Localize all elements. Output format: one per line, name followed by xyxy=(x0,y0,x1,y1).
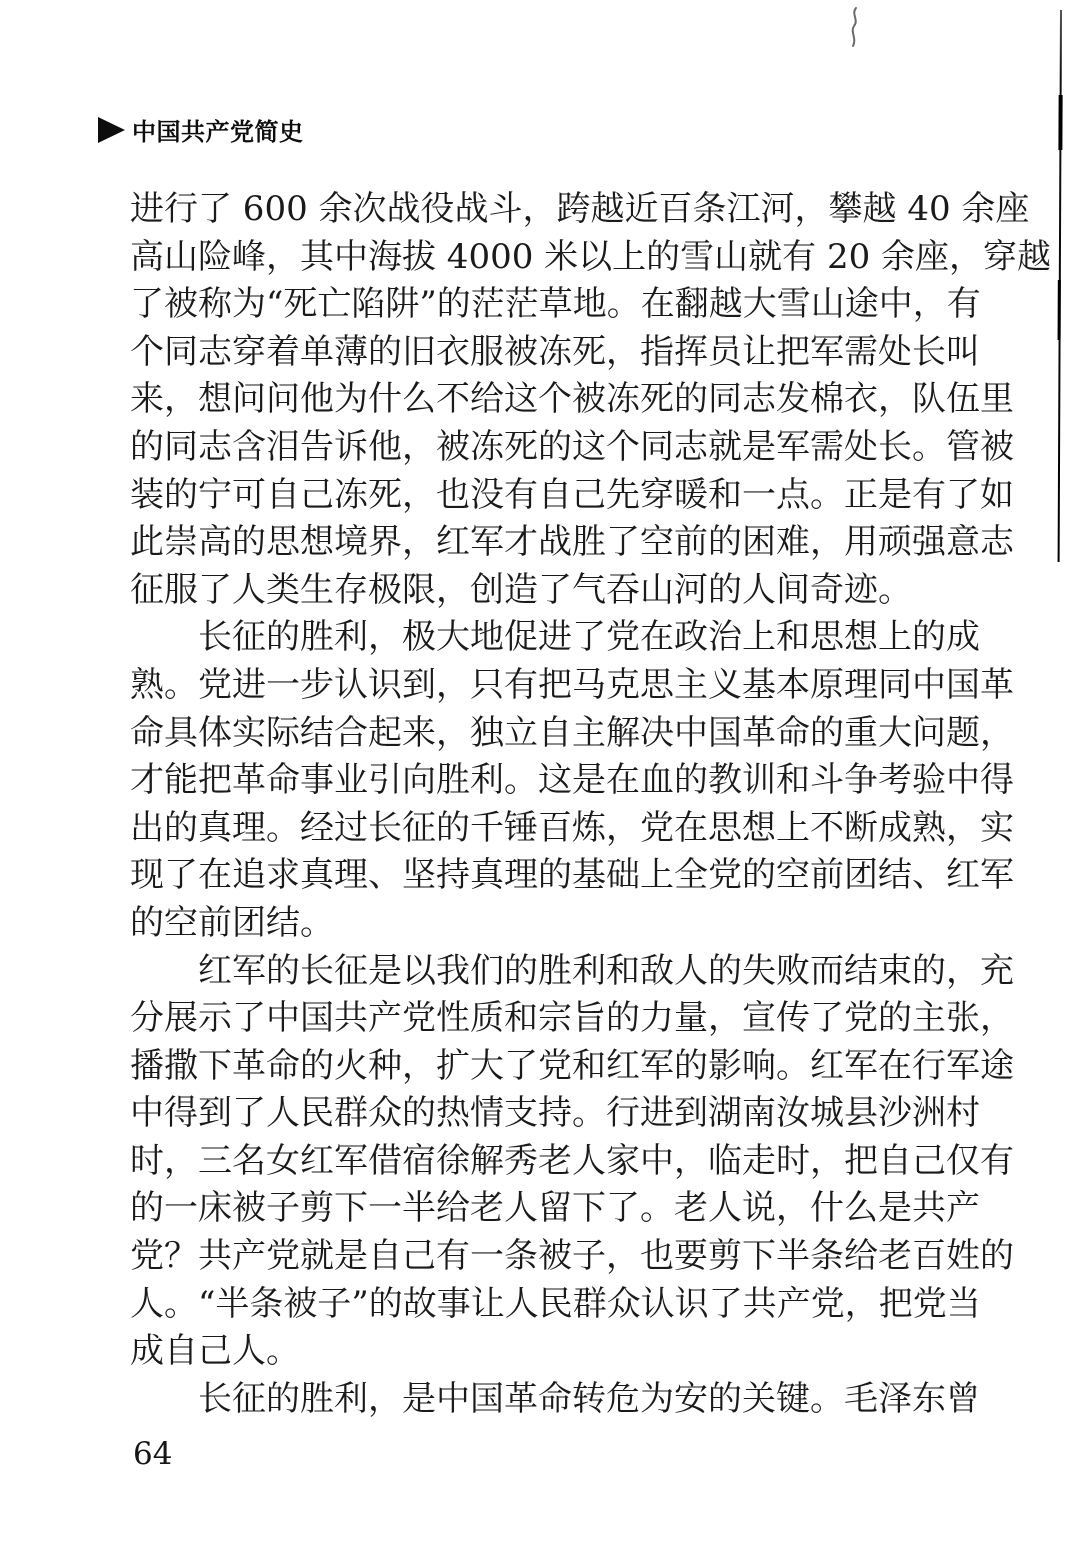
body-line: 出的真理。经过长征的千锤百炼，党在思想上不断成熟，实 xyxy=(130,807,1014,848)
body-line: 播撒下革命的火种，扩大了党和红军的影响。红军在行军途 xyxy=(130,1045,1014,1086)
book-title: 中国共产党简史 xyxy=(132,118,304,146)
body-line: 征服了人类生存极限，创造了气吞山河的人间奇迹。 xyxy=(130,569,912,610)
scan-squiggle-artifact xyxy=(846,6,862,50)
body-line: 熟。党进一步认识到，只有把马克思主义基本原理同中国革 xyxy=(130,664,1014,705)
body-line: 装的宁可自己冻死，也没有自己先穿暖和一点。正是有了如 xyxy=(130,474,1014,515)
body-line: 分展示了中国共产党性质和宗旨的力量，宣传了党的主张， xyxy=(130,998,1014,1039)
body-line: 中得到了人民群众的热情支持。行进到湖南汝城县沙洲村 xyxy=(130,1093,980,1134)
body-line: 长征的胜利，极大地促进了党在政治上和思想上的成 xyxy=(130,617,980,658)
body-line: 了被称为“死亡陷阱”的茫茫草地。在翻越大雪山途中，有 xyxy=(130,284,981,325)
body-line: 来，想问问他为什么不给这个被冻死的同志发棉衣，队伍里 xyxy=(130,379,1014,420)
body-line: 才能把革命事业引向胜利。这是在血的教训和斗争考验中得 xyxy=(130,760,1014,801)
body-line: 红军的长征是以我们的胜利和敌人的失败而结束的，充 xyxy=(130,950,1014,991)
body-line: 时，三名女红军借宿徐解秀老人家中，临走时，把自己仅有 xyxy=(130,1140,1014,1181)
body-line: 个同志穿着单薄的旧衣服被冻死，指挥员让把军需处长叫 xyxy=(130,331,980,372)
scan-line-artifact xyxy=(1058,10,1062,562)
body-line: 高山险峰，其中海拔 4000 米以上的雪山就有 20 余座，穿越 xyxy=(130,236,1052,277)
body-line: 命具体实际结合起来，独立自主解决中国革命的重大问题， xyxy=(130,712,1014,753)
body-line: 人。“半条被子”的故事让人民群众认识了共产党，把党当 xyxy=(130,1283,981,1324)
body-line: 现了在追求真理、坚持真理的基础上全党的空前团结、红军 xyxy=(130,855,1014,896)
body-line: 进行了 600 余次战役战斗，跨越近百条江河，攀越 40 余座 xyxy=(130,189,1030,229)
body-line: 的空前团结。 xyxy=(130,902,334,943)
body-line: 长征的胜利，是中国革命转危为安的关键。毛泽东曾 xyxy=(130,1378,980,1419)
running-header xyxy=(98,112,304,147)
body-line: 的一床被子剪下一半给老人留下了。老人说，什么是共产 xyxy=(130,1188,980,1229)
body-line: 党？共产党就是自己有一条被子，也要剪下半条给老百姓的 xyxy=(130,1236,1014,1277)
page-number: 64 xyxy=(133,1436,173,1472)
body-text xyxy=(130,186,1052,1423)
body-line: 的同志含泪告诉他，被冻死的这个同志就是军需处长。管被 xyxy=(130,426,1014,467)
body-line: 此崇高的思想境界，红军才战胜了空前的困难，用顽强意志 xyxy=(130,522,1014,563)
body-line: 成自己人。 xyxy=(130,1331,300,1372)
section-marker-icon xyxy=(98,117,125,143)
